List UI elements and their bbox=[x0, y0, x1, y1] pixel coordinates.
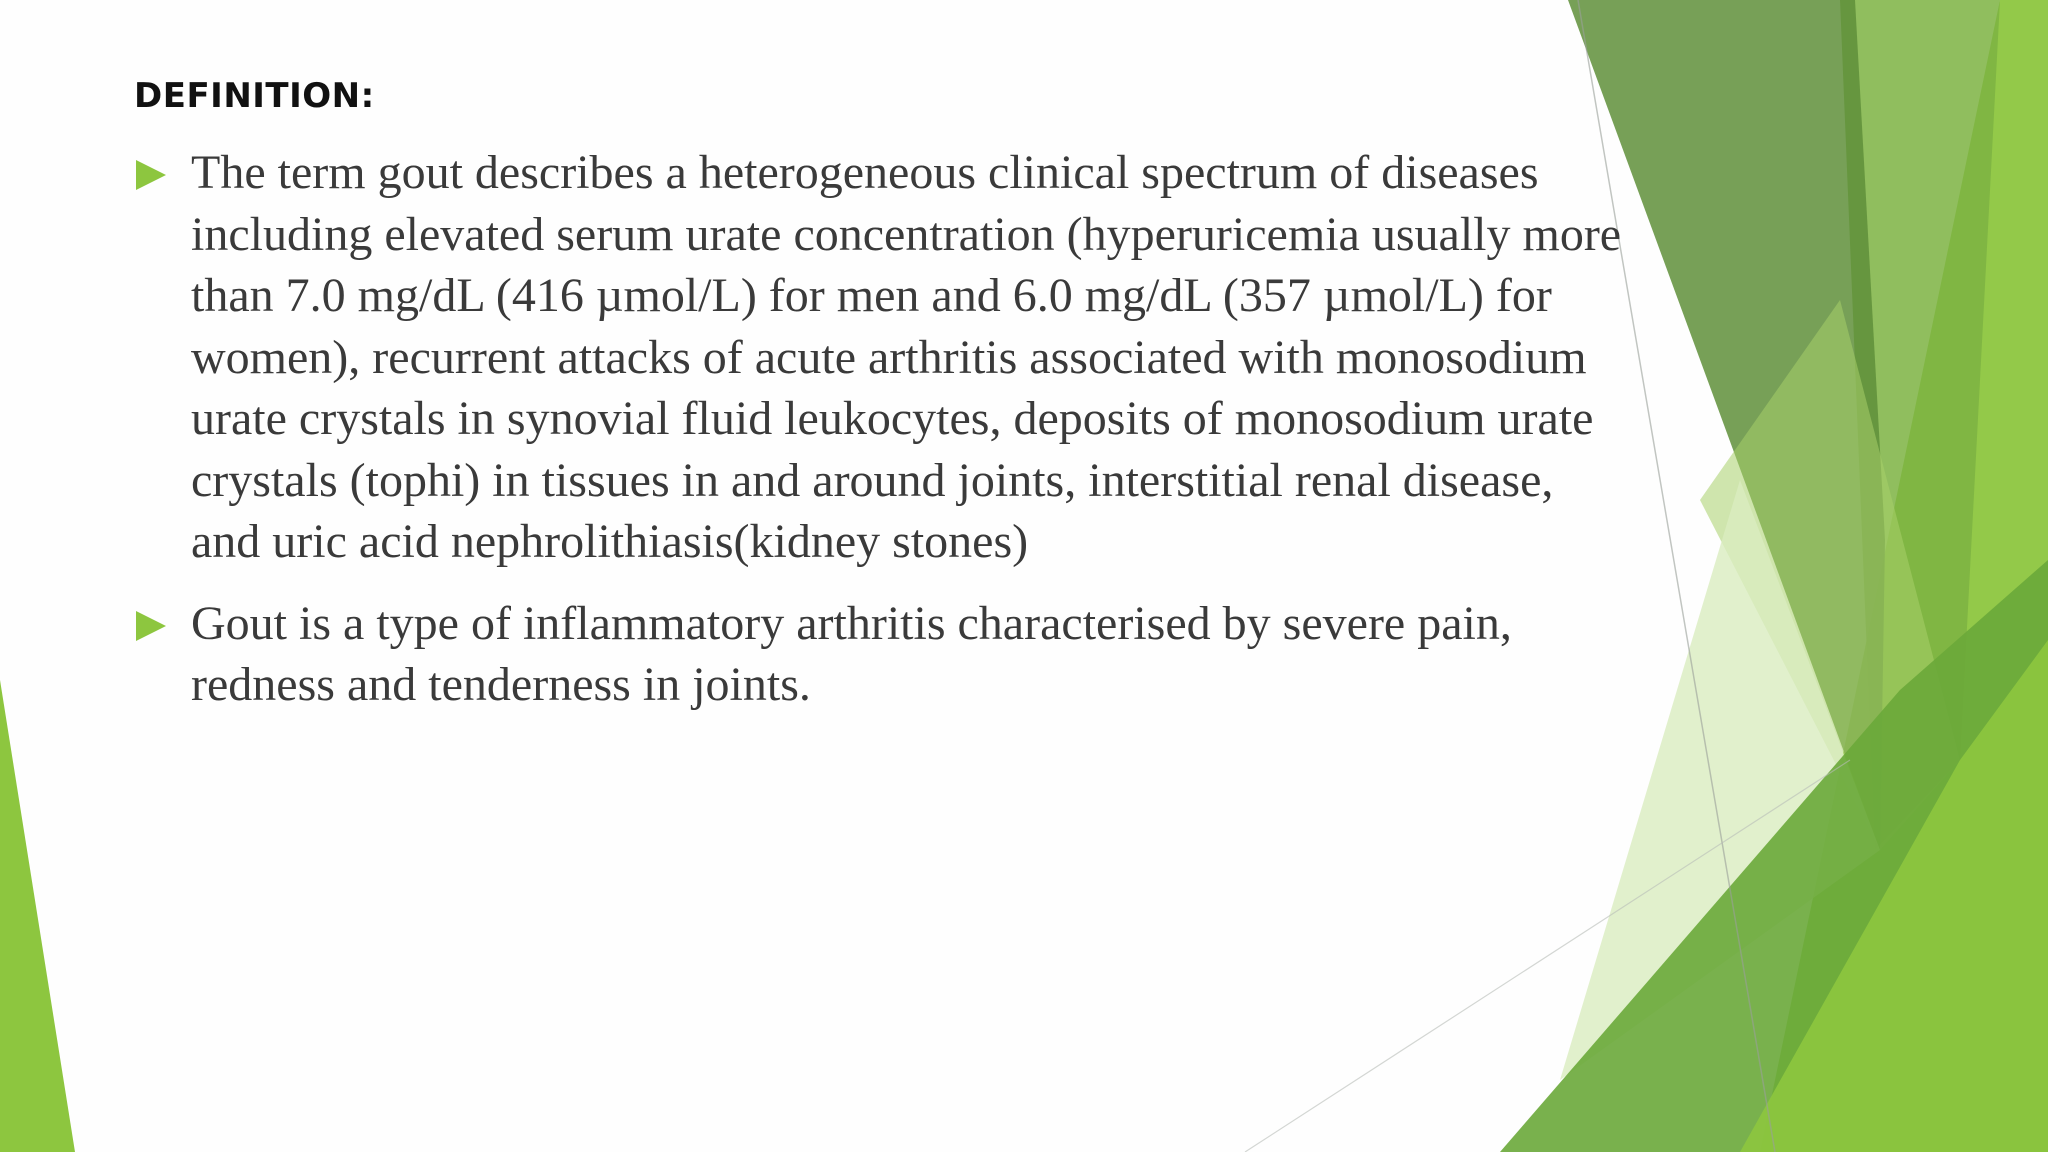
left-green-sliver bbox=[0, 680, 75, 1152]
bullet-line: than 7.0 mg/dL (416 µmol/L) for men and 6.0 mg/dL (357 µmol/L) for bbox=[191, 269, 1552, 322]
bullet-line: crystals (tophi) in tissues in and around joints, interstitial renal disease, bbox=[191, 453, 1554, 507]
bullet-line: women), recurrent attacks of acute arthritis associated with monosodium bbox=[191, 330, 1587, 384]
bullet-line: The term gout describes a heterogeneous clinical spectrum of diseases bbox=[191, 146, 1539, 199]
bullet-line: urate crystals in synovial fluid leukocytes, deposits of monosodium urate bbox=[191, 392, 1594, 445]
bullet-triangle-icon bbox=[136, 160, 166, 190]
bullet-item bbox=[134, 142, 1734, 573]
bullet-line: and uric acid nephrolithiasis(kidney stones) bbox=[191, 515, 1029, 568]
bullet-line: including elevated serum urate concentration (hyperuricemia usually more bbox=[191, 207, 1622, 261]
bullet-line: redness and tenderness in joints. bbox=[191, 658, 811, 711]
bullet-item bbox=[134, 593, 1734, 716]
slide-heading: DEFINITION: bbox=[134, 76, 375, 116]
bullet-list bbox=[134, 142, 1734, 736]
bullet-line: Gout is a type of inflammatory arthritis characterised by severe pain, bbox=[191, 596, 1512, 650]
bullet-triangle-icon bbox=[136, 611, 166, 641]
